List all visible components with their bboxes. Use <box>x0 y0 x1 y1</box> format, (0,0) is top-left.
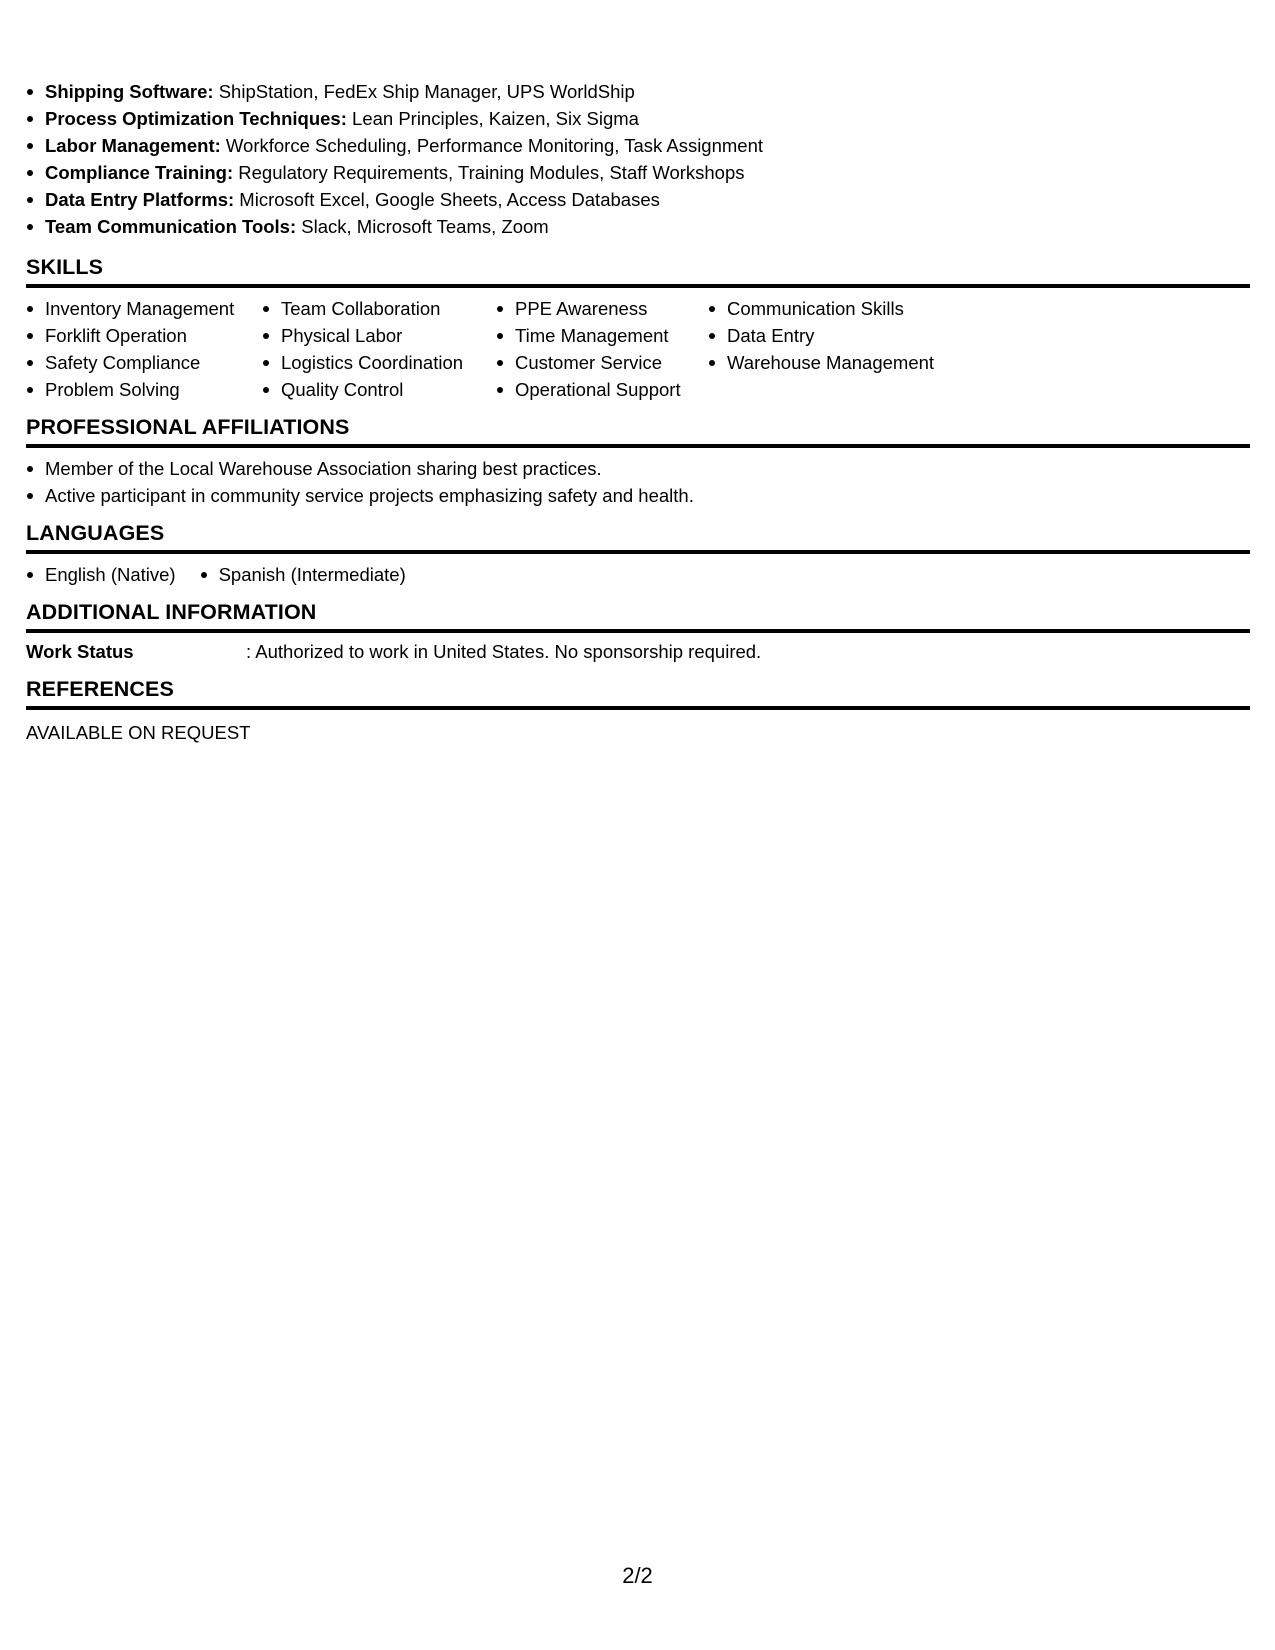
language-item: English (Native) <box>26 561 176 588</box>
skill-item: Safety Compliance <box>26 349 262 376</box>
references-section <box>26 676 1250 746</box>
list-item <box>26 186 1250 213</box>
item-value: Lean Principles, Kaizen, Six Sigma <box>352 108 639 129</box>
skills-section <box>26 254 1250 403</box>
skills-heading: SKILLS <box>26 254 1250 288</box>
work-status-value: : Authorized to work in United States. No sponsorship required. <box>246 641 762 662</box>
list-item: Member of the Local Warehouse Association sharing best practices. <box>26 455 1250 482</box>
item-label: Team Communication Tools: <box>45 216 297 237</box>
item-label: Compliance Training: <box>45 162 234 183</box>
skill-item: Inventory Management <box>26 295 262 322</box>
work-status-label: Work Status <box>26 641 134 662</box>
references-heading: REFERENCES <box>26 676 1250 710</box>
item-value: ShipStation, FedEx Ship Manager, UPS WorldShip <box>218 81 635 102</box>
skills-grid <box>26 295 1250 403</box>
language-item: Spanish (Intermediate) <box>200 561 406 588</box>
item-label: Process Optimization Techniques: <box>45 108 347 129</box>
list-item <box>26 132 1250 159</box>
item-value: Regulatory Requirements, Training Modules, Staff Workshops <box>238 162 745 183</box>
skill-item: Problem Solving <box>26 376 262 403</box>
item-label: Shipping Software: <box>45 81 214 102</box>
skills-column <box>262 295 496 403</box>
skill-item: Quality Control <box>262 376 496 403</box>
list-item <box>26 78 1250 105</box>
affiliations-section <box>26 414 1250 509</box>
page-number: 2/2 <box>622 1563 653 1588</box>
skill-item: Warehouse Management <box>708 349 968 376</box>
skills-column <box>496 295 708 403</box>
affiliations-heading: PROFESSIONAL AFFILIATIONS <box>26 414 1250 448</box>
list-item <box>26 105 1250 132</box>
languages-list <box>26 561 1250 588</box>
languages-section <box>26 520 1250 588</box>
list-item <box>26 159 1250 186</box>
list-item: Active participant in community service projects emphasizing safety and health. <box>26 482 1250 509</box>
skill-item: Communication Skills <box>708 295 968 322</box>
skill-item: Data Entry <box>708 322 968 349</box>
resume-page <box>26 78 1250 746</box>
work-status-row <box>26 638 1250 665</box>
tools-list <box>26 78 1250 240</box>
skill-item: Team Collaboration <box>262 295 496 322</box>
skills-column <box>708 295 968 403</box>
skill-item: Logistics Coordination <box>262 349 496 376</box>
item-value: Slack, Microsoft Teams, Zoom <box>301 216 549 237</box>
languages-heading: LANGUAGES <box>26 520 1250 554</box>
additional-info-heading: ADDITIONAL INFORMATION <box>26 599 1250 633</box>
skill-item: Physical Labor <box>262 322 496 349</box>
skill-item: Time Management <box>496 322 708 349</box>
additional-info-section <box>26 599 1250 665</box>
references-text: AVAILABLE ON REQUEST <box>26 722 251 743</box>
affiliations-list <box>26 455 1250 509</box>
item-label: Labor Management: <box>45 135 221 156</box>
list-item <box>26 213 1250 240</box>
item-value: Microsoft Excel, Google Sheets, Access Databases <box>239 189 660 210</box>
skill-item: Operational Support <box>496 376 708 403</box>
skill-item: PPE Awareness <box>496 295 708 322</box>
item-label: Data Entry Platforms: <box>45 189 235 210</box>
item-value: Workforce Scheduling, Performance Monitoring, Task Assignment <box>225 135 764 156</box>
skill-item: Customer Service <box>496 349 708 376</box>
skills-column <box>26 295 262 403</box>
skill-item: Forklift Operation <box>26 322 262 349</box>
